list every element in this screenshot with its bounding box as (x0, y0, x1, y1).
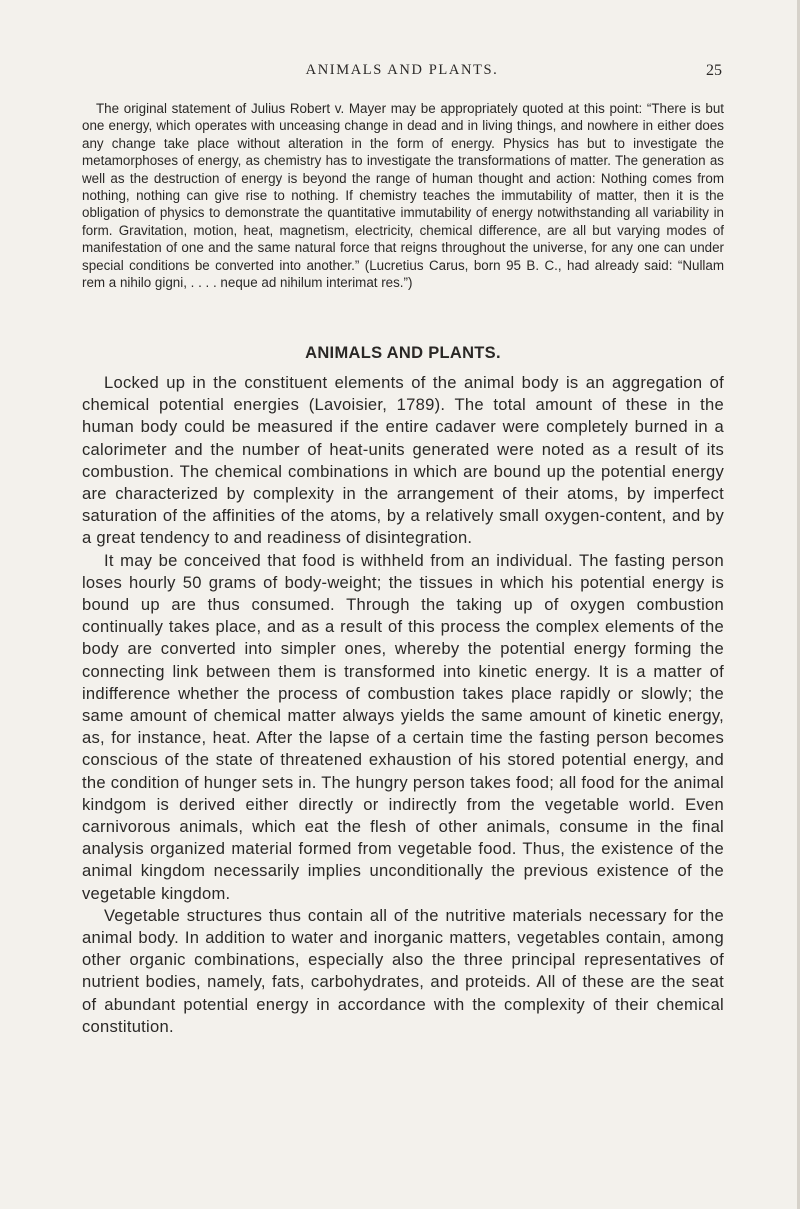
body-paragraph: It may be conceived that food is withheld from an individual. The fasting person loses hourly 50 grams of body-weight; the tissues in which his potential energy is bound up are thus consumed. Through the taking up of oxygen combustion continually takes place, and as a result of this process the complex elements of the body are converted into simpler ones, whereby the potential energy forming the connecting link between them is transformed into kinetic energy. It is a matter of indifference whether the process of combustion takes place rapidly or slowly; the same amount of chemical matter always yields the same amount of kinetic energy, as, for instance, heat. After the lapse of a certain time the fasting person becomes conscious of the state of threatened exhaustion of his stored potential energy, and the condition of hunger sets in. The hungry person takes food; all food for the animal kindgom is derived either directly or indirectly from the vegetable world. Even carnivorous animals, which eat the flesh of other animals, consume in the final analysis organized material formed from vegetable food. Thus, the existence of the animal kingdom necessarily implies unconditionally the previous existence of the vegetable kingdom. (82, 550, 724, 903)
section-heading: ANIMALS AND PLANTS. (305, 344, 501, 362)
running-head: ANIMALS AND PLANTS. (305, 62, 499, 78)
page-header (82, 62, 722, 84)
page-number: 25 (706, 62, 722, 79)
body-text (82, 372, 724, 1038)
footnote-paragraph: The original statement of Julius Robert v. Mayer may be appropriately quoted at this point: “There is but one energy, which operates with unceasing change in dead and in living things, and nowhere in either does any change take place without alteration in the form of energy. Physics has but to investigate the metamorphoses of energy, as chemistry has to investigate the transformations of matter. The generation as well as the destruction of energy is beyond the range of human thought and action: Nothing comes from nothing, nothing can give rise to nothing. If chemistry teaches the immutability of matter, then it is the obligation of physics to demonstrate the quantitative immutability of energy notwithstanding all variability in form. Gravitation, motion, heat, magnetism, electricity, chemical difference, are all but varying modes of manifestation of one and the same natural force that reigns throughout the universe, for any one can under special conditions be converted into another.” (Lucretius Carus, born 95 B. C., had already said: “Nullam rem a nihilo gigni, . . . . neque ad nihilum interimat res.”) (82, 101, 724, 291)
body-paragraph: Locked up in the constituent elements of the animal body is an aggregation of chemical potential energies (Lavoisier, 1789). The total amount of these in the human body could be measured if the entire cadaver were completely burned in a calorimeter and the number of heat-units generated were noted as a result of its combustion. The chemical combinations in which are bound up the potential energy are characterized by complexity in the arrangement of their atoms, by imperfect saturation of the affinities of the atoms, by a relatively small oxygen-content, and by a great tendency to and readiness of disintegration. (82, 373, 724, 548)
body-paragraph: Vegetable structures thus contain all of the nutritive materials necessary for the animal body. In addition to water and inorganic matters, vegetables contain, among other organic combinations, especially also the three principal representatives of nutrient bodies, namely, fats, carbohydrates, and proteids. All of these are the seat of abundant potential energy in accordance with the complexity of their chemical constitution. (82, 905, 724, 1036)
